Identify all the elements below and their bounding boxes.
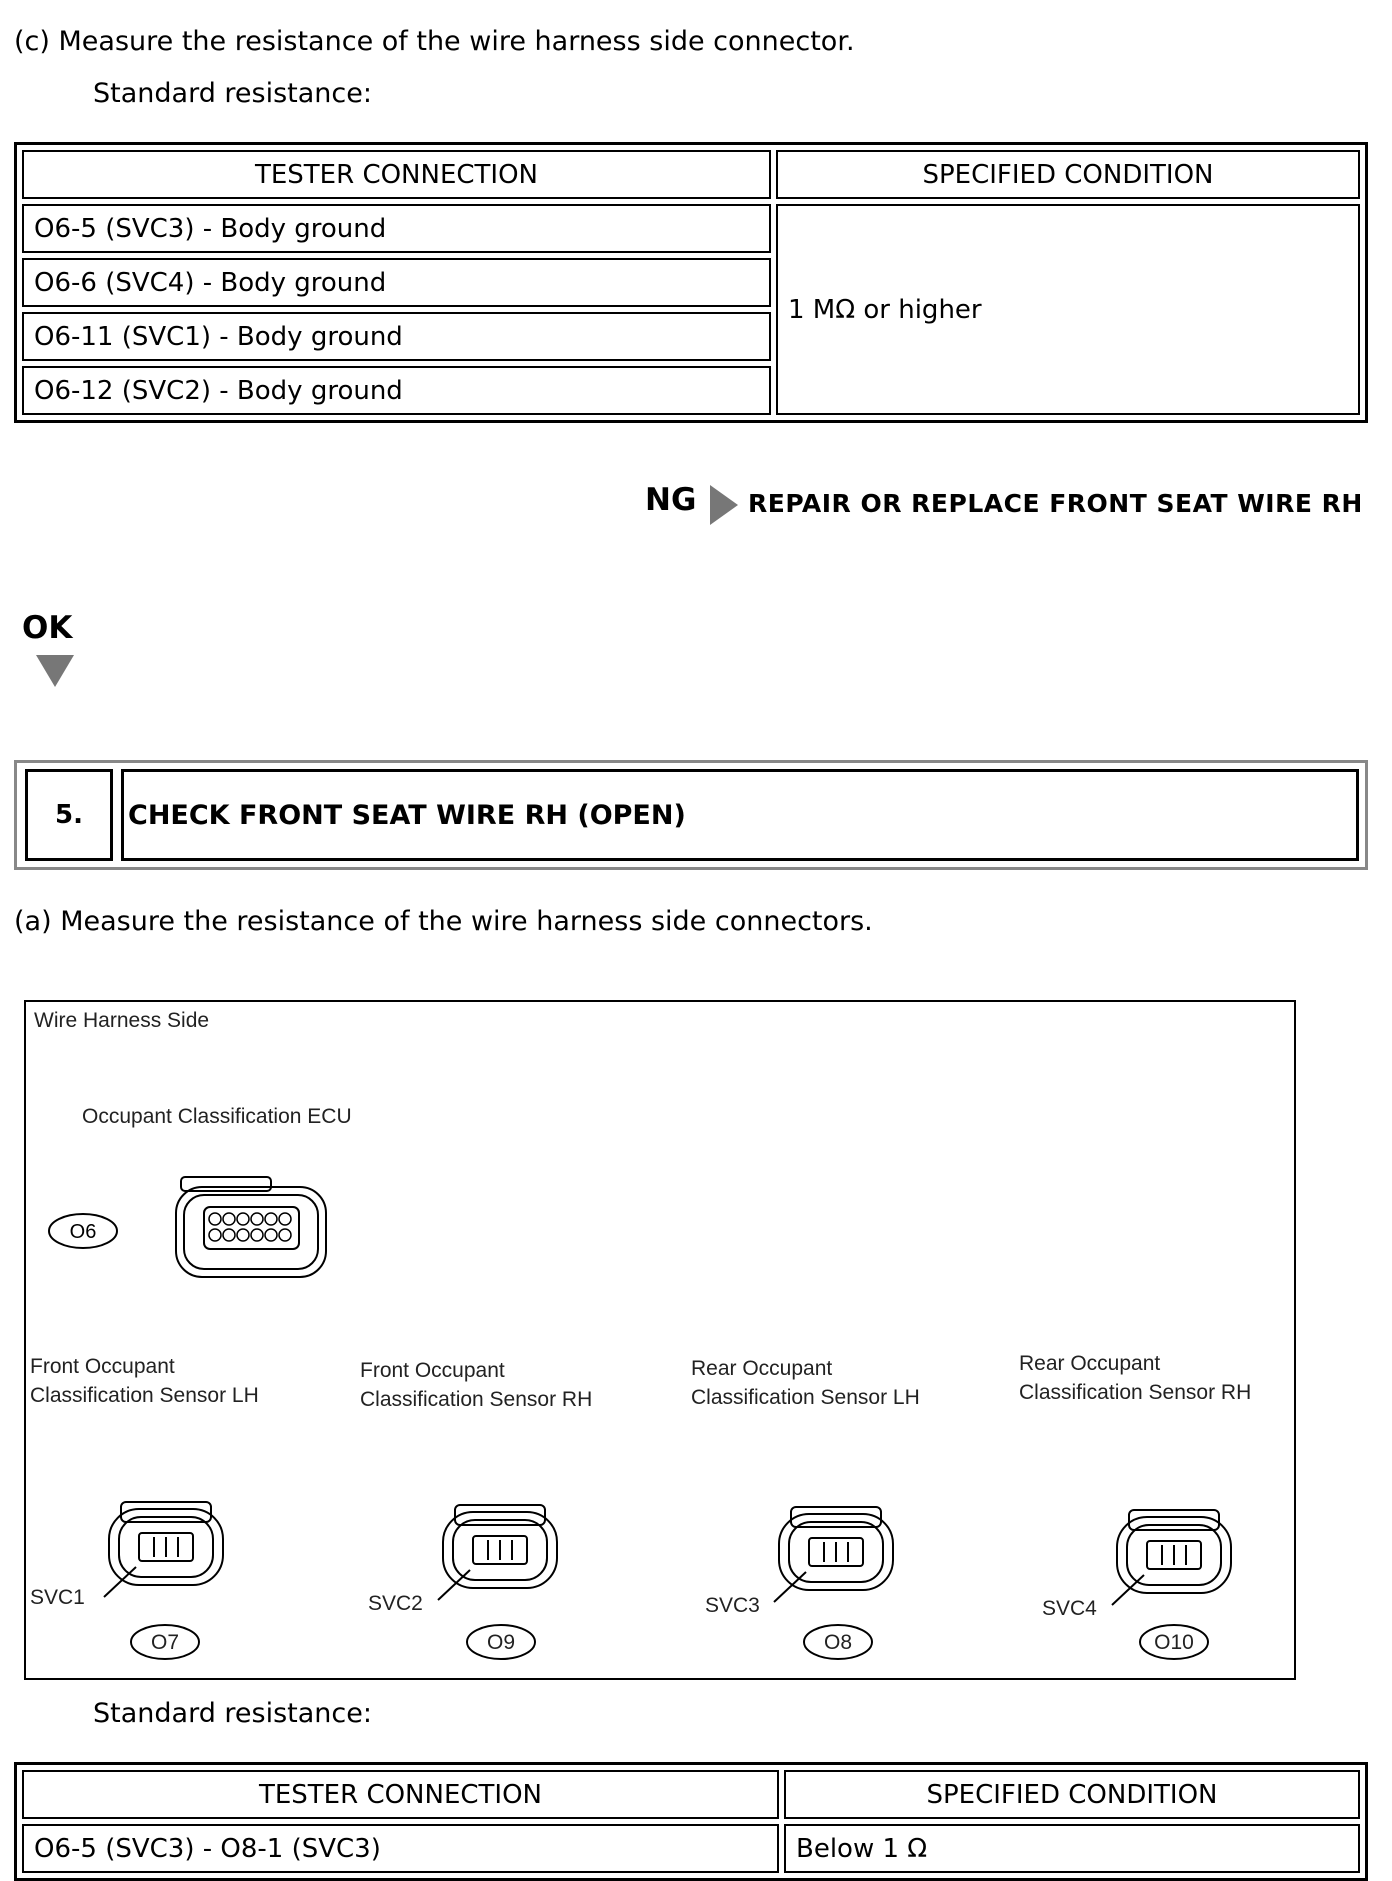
instruction-c: (c) Measure the resistance of the wire harness side connector. — [14, 26, 855, 57]
sensor-label — [1019, 1349, 1251, 1407]
table-row: O6-11 (SVC1) - Body ground — [22, 312, 771, 361]
step-5-header — [14, 760, 1368, 870]
table-row: O6-12 (SVC2) - Body ground — [22, 366, 771, 415]
table-row: O6-5 (SVC3) - Body ground — [22, 204, 771, 253]
ecu-label: Occupant Classification ECU — [82, 1105, 352, 1128]
sensor-label-line: Classification Sensor RH — [1019, 1381, 1252, 1404]
resistance-table-2 — [14, 1762, 1368, 1881]
instruction-a: (a) Measure the resistance of the wire harness side connectors. — [14, 906, 873, 937]
sensor-label-line: Front Occupant — [360, 1359, 505, 1382]
header-tester-connection: TESTER CONNECTION — [22, 1770, 779, 1819]
ng-label: NG — [645, 482, 697, 518]
header-specified-condition: SPECIFIED CONDITION — [784, 1770, 1360, 1819]
sensor-label — [691, 1354, 920, 1412]
sensor-label — [360, 1356, 592, 1414]
table-row: O6-6 (SVC4) - Body ground — [22, 258, 771, 307]
sensor-label-line: Front Occupant — [30, 1355, 175, 1378]
connector-code: O7 — [150, 1631, 180, 1654]
ok-label: OK — [22, 610, 73, 646]
standard-resistance-label-2: Standard resistance: — [93, 1698, 372, 1729]
down-arrow-icon — [36, 655, 74, 687]
sensor-label-line: Classification Sensor LH — [691, 1386, 920, 1409]
ng-action-link[interactable]: REPAIR OR REPLACE FRONT SEAT WIRE RH — [748, 489, 1363, 518]
terminal-label: SVC2 — [368, 1592, 423, 1615]
resistance-table-1 — [14, 142, 1368, 423]
step-title: CHECK FRONT SEAT WIRE RH (OPEN) — [121, 769, 1359, 861]
diagram-graphics — [26, 1002, 1294, 1678]
sensor-connector-icon — [774, 1507, 893, 1602]
o6-text: O6 — [69, 1221, 97, 1243]
connector-diagram — [24, 1000, 1296, 1680]
ecu-connector-icon — [176, 1177, 326, 1277]
sensor-label-line: Rear Occupant — [1019, 1352, 1161, 1375]
header-tester-connection: TESTER CONNECTION — [22, 150, 771, 199]
o6-connector-tag — [49, 1214, 117, 1248]
sensor-label-line: Classification Sensor RH — [360, 1388, 593, 1411]
connector-code: O10 — [1154, 1631, 1194, 1654]
header-specified-condition: SPECIFIED CONDITION — [776, 150, 1360, 199]
terminal-label: SVC3 — [705, 1594, 760, 1617]
sensor-connector-icon — [104, 1502, 223, 1597]
connector-code: O9 — [486, 1631, 516, 1654]
sensor-connector-icon — [1112, 1510, 1231, 1605]
sensor-connector-icon — [438, 1505, 557, 1600]
step-number: 5. — [25, 769, 113, 861]
right-arrow-icon — [710, 485, 738, 525]
sensor-label-line: Rear Occupant — [691, 1357, 833, 1380]
condition-cell: 1 MΩ or higher — [776, 204, 1360, 415]
connector-code: O8 — [823, 1631, 853, 1654]
condition-cell: Below 1 Ω — [784, 1824, 1360, 1873]
sensor-label-line: Classification Sensor LH — [30, 1384, 259, 1407]
table-row: O6-5 (SVC3) - O8-1 (SVC3) — [22, 1824, 779, 1873]
standard-resistance-label: Standard resistance: — [93, 78, 372, 109]
terminal-label: SVC1 — [30, 1586, 85, 1609]
diagram-caption: Wire Harness Side — [34, 1009, 210, 1032]
terminal-label: SVC4 — [1042, 1597, 1097, 1620]
sensor-label — [30, 1352, 259, 1410]
